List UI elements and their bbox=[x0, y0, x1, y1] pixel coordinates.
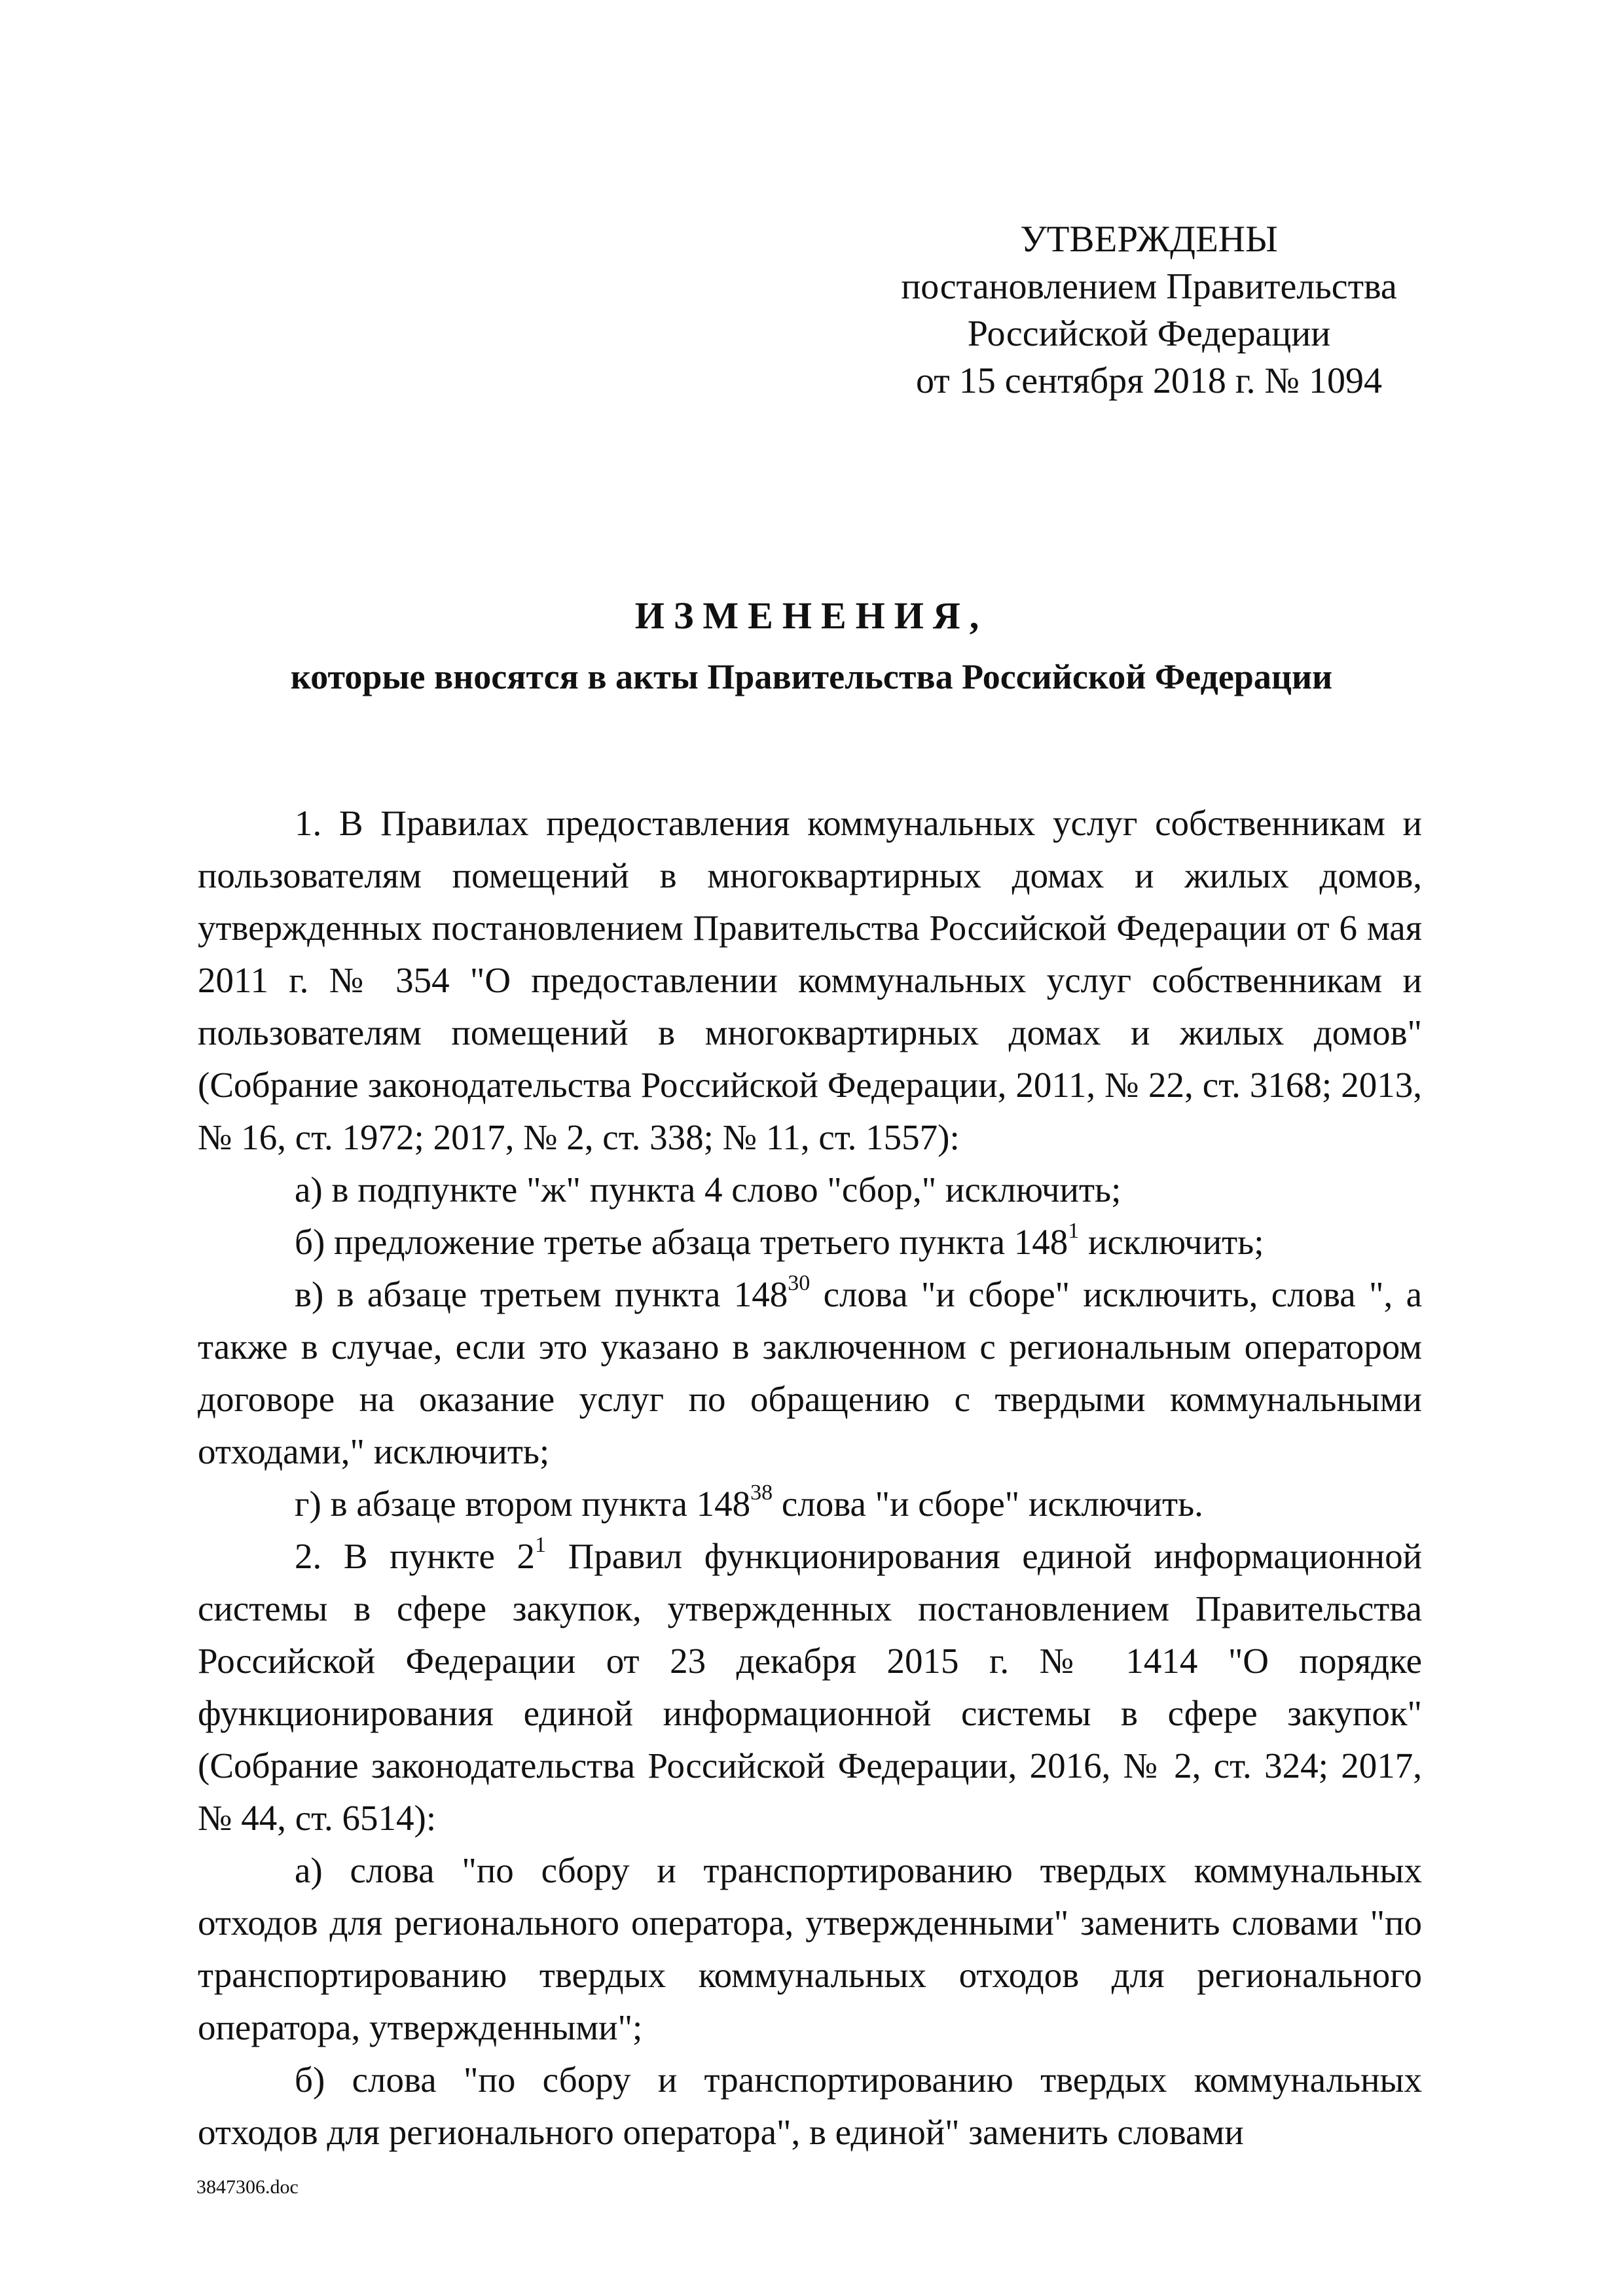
list-item: г) в абзаце втором пункта $148^{38}$ слова "и сборе" исключить. bbox=[295, 1480, 1203, 1524]
file-reference: 3847306.doc bbox=[196, 2176, 299, 2198]
superscript: 1 bbox=[1068, 1218, 1080, 1243]
paragraph: 2. В пункте $2^1$ Правил функционирования единой информационной системы в сфере закупок, утвержденных постановлением Правительства Российской Федерации от 23 декабря 2015 г. № 1414 "О порядке функционирования единой информационной системы в сфере закупок" (Собрание законодательства Российской Федерации, 2016, № 2, ст. 324; 2017, № 44, ст. 6514): bbox=[198, 1532, 1423, 1838]
list-item: а) в подпункте "ж" пункта 4 слово "сбор," исключить; bbox=[295, 1170, 1122, 1210]
approval-line: постановлением Правительства bbox=[901, 266, 1397, 307]
list-item: б) слова "по сбору и транспортированию твердых коммунальных отходов для регионального оператора", в единой" заменить словами bbox=[198, 2060, 1422, 2152]
superscript: 30 bbox=[788, 1270, 811, 1295]
document-subtitle: которые вносятся в акты Правительства Российской Федерации bbox=[290, 657, 1333, 696]
paragraph: 1. В Правилах предоставления коммунальных услуг собственникам и пользователям помещений в многоквартирных домах и жилых домов, утвержденных постановлением Правительства Российской Федерации от 6 мая 2011 г. № 354 "О предоставлении коммунальных услуг собственникам и пользователям помещений в многоквартирных домах и жилых домов" (Собрание законодательства Российской Федерации, 2011, № 22, ст. 3168; 2013, № 16, ст. 1972; 2017, № 2, ст. 338; № 11, ст. 1557): bbox=[198, 803, 1422, 1157]
document-title: ИЗМЕНЕНИЯ, bbox=[634, 594, 989, 637]
list-item: в) в абзаце третьем пункта $148^{30}$ слова "и сборе" исключить, слова ", а также в случае, если это указано в заключенном с региональным оператором договоре на оказание услуг по обращению с твердыми коммунальными отходами," исключить; bbox=[198, 1270, 1422, 1471]
approval-date-number: от 15 сентября 2018 г. № 1094 bbox=[916, 361, 1382, 401]
superscript: 38 bbox=[750, 1480, 773, 1505]
document-body bbox=[198, 797, 1422, 2159]
approval-block bbox=[871, 216, 1427, 404]
superscript: 1 bbox=[535, 1532, 547, 1557]
list-item: а) слова "по сбору и транспортированию твердых коммунальных отходов для регионального оператора, утвержденными" заменить словами "по транспортированию твердых коммунальных отходов для регионального оператора, утвержденными"; bbox=[198, 1850, 1422, 2047]
list-item: б) предложение третье абзаца третьего пункта $148^1$ исключить; bbox=[295, 1218, 1264, 1262]
approval-title: УТВЕРЖДЕНЫ bbox=[1020, 219, 1278, 260]
approval-line: Российской Федерации bbox=[967, 314, 1331, 354]
